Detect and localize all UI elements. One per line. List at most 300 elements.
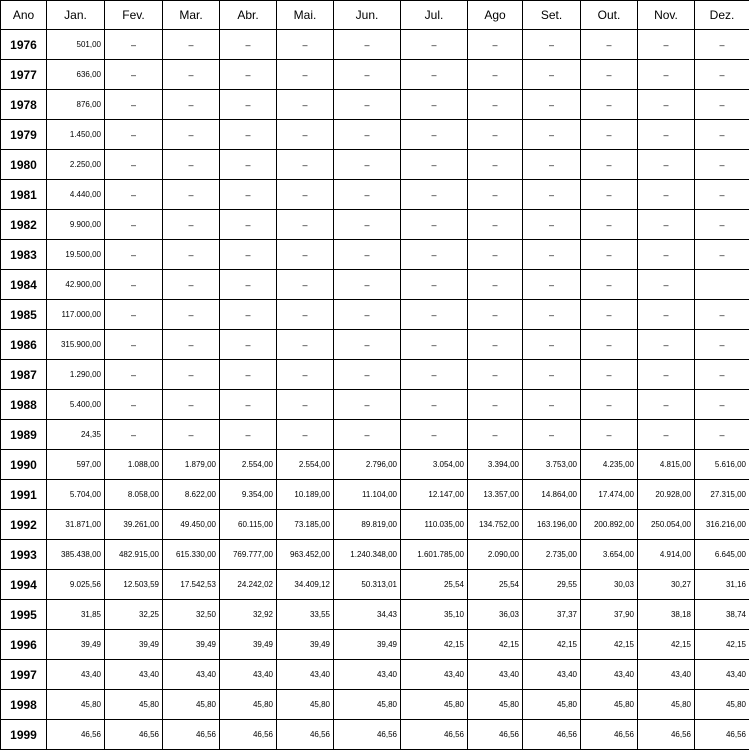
- value-cell: 45,80: [277, 690, 334, 720]
- value-cell: 32,92: [220, 600, 277, 630]
- value-cell: –: [523, 30, 581, 60]
- value-cell: –: [581, 180, 638, 210]
- value-cell: –: [163, 30, 220, 60]
- year-cell: 1987: [1, 360, 47, 390]
- value-cell: –: [334, 30, 401, 60]
- value-cell: –: [638, 390, 695, 420]
- value-cell: –: [695, 150, 749, 180]
- value-cell: 163.196,00: [523, 510, 581, 540]
- value-cell: 769.777,00: [220, 540, 277, 570]
- value-cell: 43,40: [468, 660, 523, 690]
- value-cell: –: [638, 420, 695, 450]
- value-cell: –: [523, 210, 581, 240]
- value-cell: 45,80: [468, 690, 523, 720]
- value-cell: –: [220, 210, 277, 240]
- value-cell: –: [163, 360, 220, 390]
- value-cell: –: [277, 420, 334, 450]
- year-cell: 1999: [1, 720, 47, 750]
- value-cell: 38,74: [695, 600, 749, 630]
- year-cell: 1988: [1, 390, 47, 420]
- value-cell: –: [638, 180, 695, 210]
- header-cell-dez: Dez.: [695, 1, 749, 30]
- value-cell: 482.915,00: [105, 540, 163, 570]
- value-cell: 45,80: [695, 690, 749, 720]
- value-cell: 29,55: [523, 570, 581, 600]
- value-cell: –: [581, 60, 638, 90]
- year-cell: 1998: [1, 690, 47, 720]
- value-cell: –: [277, 30, 334, 60]
- year-cell: 1979: [1, 120, 47, 150]
- value-cell: 12.503,59: [105, 570, 163, 600]
- value-cell: 38,18: [638, 600, 695, 630]
- value-cell: 3.394,00: [468, 450, 523, 480]
- value-cell: –: [220, 60, 277, 90]
- header-cell-jun: Jun.: [334, 1, 401, 30]
- value-cell: 316.216,00: [695, 510, 749, 540]
- value-cell: –: [523, 60, 581, 90]
- value-cell: –: [638, 30, 695, 60]
- value-cell: 2.735,00: [523, 540, 581, 570]
- value-cell: –: [163, 150, 220, 180]
- value-cell: 33,55: [277, 600, 334, 630]
- value-cell: 43,40: [47, 660, 105, 690]
- value-cell: –: [105, 210, 163, 240]
- value-cell: 39,49: [163, 630, 220, 660]
- value-cell: –: [220, 390, 277, 420]
- value-cell: 4.440,00: [47, 180, 105, 210]
- header-cell-jul: Jul.: [401, 1, 468, 30]
- value-cell: 46,56: [401, 720, 468, 750]
- value-cell: 45,80: [334, 690, 401, 720]
- table-row: [1, 60, 749, 90]
- value-cell: –: [277, 90, 334, 120]
- value-cell: –: [468, 60, 523, 90]
- value-cell: –: [468, 210, 523, 240]
- value-cell: 46,56: [220, 720, 277, 750]
- value-cell: 4.235,00: [581, 450, 638, 480]
- value-cell: 117.000,00: [47, 300, 105, 330]
- value-cell: –: [581, 210, 638, 240]
- value-cell: –: [523, 180, 581, 210]
- value-cell: 36,03: [468, 600, 523, 630]
- table-row: [1, 210, 749, 240]
- year-cell: 1997: [1, 660, 47, 690]
- value-cell: –: [277, 390, 334, 420]
- value-cell: 46,56: [695, 720, 749, 750]
- value-cell: 37,90: [581, 600, 638, 630]
- value-cell: –: [105, 60, 163, 90]
- value-cell: –: [163, 390, 220, 420]
- value-cell: –: [581, 150, 638, 180]
- year-cell: 1990: [1, 450, 47, 480]
- value-cell: –: [401, 270, 468, 300]
- value-cell: 1.450,00: [47, 120, 105, 150]
- header-cell-jan: Jan.: [47, 1, 105, 30]
- value-cell: –: [277, 300, 334, 330]
- value-cell: –: [695, 210, 749, 240]
- value-cell: –: [277, 180, 334, 210]
- value-cell: 89.819,00: [334, 510, 401, 540]
- table-row: [1, 120, 749, 150]
- table-row: [1, 330, 749, 360]
- value-cell: 1.290,00: [47, 360, 105, 390]
- year-cell: 1992: [1, 510, 47, 540]
- value-cell: 2.796,00: [334, 450, 401, 480]
- value-cell: 20.928,00: [638, 480, 695, 510]
- table-row: [1, 570, 749, 600]
- value-cell: 25,54: [468, 570, 523, 600]
- table-row: [1, 360, 749, 390]
- year-cell: 1981: [1, 180, 47, 210]
- table-row: [1, 90, 749, 120]
- header-cell-set: Set.: [523, 1, 581, 30]
- value-cell: 315.900,00: [47, 330, 105, 360]
- value-cell: –: [695, 360, 749, 390]
- value-cell: 43,40: [334, 660, 401, 690]
- value-cell: –: [695, 420, 749, 450]
- value-cell: 43,40: [638, 660, 695, 690]
- value-cell: –: [638, 270, 695, 300]
- value-cell: –: [695, 180, 749, 210]
- value-cell: –: [334, 240, 401, 270]
- table-body: [1, 30, 749, 750]
- value-cell: 42,15: [695, 630, 749, 660]
- value-cell: 17.474,00: [581, 480, 638, 510]
- table-row: [1, 420, 749, 450]
- header-cell-nov: Nov.: [638, 1, 695, 30]
- value-cell: 42,15: [468, 630, 523, 660]
- value-cell: –: [220, 300, 277, 330]
- table-row: [1, 510, 749, 540]
- value-cell: 43,40: [401, 660, 468, 690]
- value-cell: –: [468, 330, 523, 360]
- year-cell: 1983: [1, 240, 47, 270]
- value-cell: 27.315,00: [695, 480, 749, 510]
- value-cell: 501,00: [47, 30, 105, 60]
- value-cell: –: [163, 210, 220, 240]
- value-cell: 46,56: [468, 720, 523, 750]
- value-cell: [695, 270, 749, 300]
- table-row: [1, 600, 749, 630]
- table-row: [1, 450, 749, 480]
- value-cell: 34,43: [334, 600, 401, 630]
- value-cell: –: [638, 330, 695, 360]
- value-cell: 46,56: [105, 720, 163, 750]
- value-cell: 46,56: [334, 720, 401, 750]
- header-cell-fev: Fev.: [105, 1, 163, 30]
- value-cell: –: [401, 60, 468, 90]
- value-cell: 4.815,00: [638, 450, 695, 480]
- value-cell: 12.147,00: [401, 480, 468, 510]
- year-cell: 1985: [1, 300, 47, 330]
- value-cell: –: [105, 300, 163, 330]
- year-cell: 1980: [1, 150, 47, 180]
- value-cell: 14.864,00: [523, 480, 581, 510]
- value-cell: –: [334, 420, 401, 450]
- header-cell-mar: Mar.: [163, 1, 220, 30]
- value-cell: –: [401, 330, 468, 360]
- value-cell: 39.261,00: [105, 510, 163, 540]
- value-cell: 42,15: [523, 630, 581, 660]
- value-cell: 43,40: [220, 660, 277, 690]
- value-cell: –: [468, 240, 523, 270]
- value-cell: –: [277, 270, 334, 300]
- value-cell: 31.871,00: [47, 510, 105, 540]
- value-cell: 35,10: [401, 600, 468, 630]
- value-cell: 9.354,00: [220, 480, 277, 510]
- value-cell: –: [334, 270, 401, 300]
- value-cell: –: [277, 60, 334, 90]
- value-cell: –: [105, 360, 163, 390]
- value-cell: –: [401, 210, 468, 240]
- year-cell: 1976: [1, 30, 47, 60]
- value-cell: –: [523, 330, 581, 360]
- value-cell: –: [220, 420, 277, 450]
- value-cell: –: [163, 240, 220, 270]
- value-cell: –: [277, 330, 334, 360]
- value-cell: 46,56: [638, 720, 695, 750]
- value-cell: 9.900,00: [47, 210, 105, 240]
- value-cell: 45,80: [105, 690, 163, 720]
- value-cell: –: [695, 390, 749, 420]
- table-row: [1, 240, 749, 270]
- value-cell: 250.054,00: [638, 510, 695, 540]
- value-cell: –: [105, 330, 163, 360]
- value-cell: 24,35: [47, 420, 105, 450]
- value-cell: –: [401, 420, 468, 450]
- year-cell: 1977: [1, 60, 47, 90]
- value-cell: 385.438,00: [47, 540, 105, 570]
- value-cell: –: [105, 90, 163, 120]
- value-cell: –: [105, 150, 163, 180]
- value-cell: 30,27: [638, 570, 695, 600]
- value-cell: 45,80: [523, 690, 581, 720]
- value-cell: 60.115,00: [220, 510, 277, 540]
- value-cell: –: [105, 180, 163, 210]
- value-cell: 24.242,02: [220, 570, 277, 600]
- value-cell: –: [105, 420, 163, 450]
- value-cell: –: [638, 150, 695, 180]
- value-cell: –: [695, 30, 749, 60]
- value-cell: –: [105, 390, 163, 420]
- table-row: [1, 300, 749, 330]
- value-cell: –: [334, 150, 401, 180]
- value-cell: –: [581, 420, 638, 450]
- value-cell: –: [334, 90, 401, 120]
- value-cell: 10.189,00: [277, 480, 334, 510]
- value-cell: –: [401, 180, 468, 210]
- value-cell: 43,40: [523, 660, 581, 690]
- value-cell: –: [401, 90, 468, 120]
- value-cell: –: [163, 90, 220, 120]
- value-cell: 110.035,00: [401, 510, 468, 540]
- value-cell: –: [468, 30, 523, 60]
- value-cell: –: [581, 300, 638, 330]
- year-cell: 1978: [1, 90, 47, 120]
- value-cell: 3.054,00: [401, 450, 468, 480]
- value-cell: –: [468, 270, 523, 300]
- value-cell: 45,80: [220, 690, 277, 720]
- value-cell: –: [638, 240, 695, 270]
- value-cell: 46,56: [523, 720, 581, 750]
- value-cell: 43,40: [277, 660, 334, 690]
- value-cell: –: [401, 390, 468, 420]
- value-cell: 45,80: [401, 690, 468, 720]
- value-cell: 43,40: [695, 660, 749, 690]
- value-cell: 597,00: [47, 450, 105, 480]
- value-cell: 17.542,53: [163, 570, 220, 600]
- value-cell: –: [581, 330, 638, 360]
- value-cell: 39,49: [105, 630, 163, 660]
- value-cell: –: [695, 330, 749, 360]
- value-cell: –: [220, 330, 277, 360]
- value-cell: 46,56: [581, 720, 638, 750]
- value-cell: 636,00: [47, 60, 105, 90]
- value-cell: 615.330,00: [163, 540, 220, 570]
- value-cell: 30,03: [581, 570, 638, 600]
- value-cell: 1.879,00: [163, 450, 220, 480]
- value-cell: 2.090,00: [468, 540, 523, 570]
- value-cell: –: [581, 120, 638, 150]
- year-cell: 1991: [1, 480, 47, 510]
- header-row: [1, 1, 749, 30]
- value-cell: –: [581, 90, 638, 120]
- value-cell: –: [695, 240, 749, 270]
- year-cell: 1986: [1, 330, 47, 360]
- value-cell: –: [220, 120, 277, 150]
- value-cell: 2.554,00: [277, 450, 334, 480]
- value-cell: 876,00: [47, 90, 105, 120]
- value-cell: 39,49: [47, 630, 105, 660]
- value-cell: 11.104,00: [334, 480, 401, 510]
- header-cell-out: Out.: [581, 1, 638, 30]
- value-cell: 43,40: [105, 660, 163, 690]
- value-cell: –: [334, 360, 401, 390]
- value-cell: 73.185,00: [277, 510, 334, 540]
- value-cell: –: [220, 180, 277, 210]
- value-cell: 43,40: [581, 660, 638, 690]
- value-cell: 42.900,00: [47, 270, 105, 300]
- value-cell: –: [523, 360, 581, 390]
- value-cell: –: [468, 150, 523, 180]
- table-row: [1, 660, 749, 690]
- value-cell: –: [401, 240, 468, 270]
- value-cell: 1.240.348,00: [334, 540, 401, 570]
- table-row: [1, 540, 749, 570]
- value-cell: 42,15: [581, 630, 638, 660]
- value-cell: 39,49: [277, 630, 334, 660]
- header-cell-mai: Mai.: [277, 1, 334, 30]
- value-cell: –: [581, 240, 638, 270]
- value-cell: –: [468, 390, 523, 420]
- value-cell: 39,49: [334, 630, 401, 660]
- table-row: [1, 630, 749, 660]
- value-cell: –: [468, 300, 523, 330]
- value-cell: –: [334, 180, 401, 210]
- value-cell: 1.601.785,00: [401, 540, 468, 570]
- value-cell: –: [638, 90, 695, 120]
- value-cell: 134.752,00: [468, 510, 523, 540]
- value-cell: 8.622,00: [163, 480, 220, 510]
- value-cell: 5.400,00: [47, 390, 105, 420]
- value-cell: –: [220, 270, 277, 300]
- value-cell: 43,40: [163, 660, 220, 690]
- value-cell: –: [523, 390, 581, 420]
- value-cell: –: [695, 300, 749, 330]
- value-cell: –: [581, 360, 638, 390]
- value-cell: 46,56: [47, 720, 105, 750]
- table-row: [1, 270, 749, 300]
- value-cell: –: [523, 120, 581, 150]
- value-cell: –: [523, 300, 581, 330]
- value-cell: –: [468, 180, 523, 210]
- table-row: [1, 30, 749, 60]
- value-cell: –: [334, 120, 401, 150]
- value-cell: –: [163, 180, 220, 210]
- value-cell: –: [468, 90, 523, 120]
- table-row: [1, 480, 749, 510]
- value-cell: –: [695, 90, 749, 120]
- table-row: [1, 180, 749, 210]
- value-cell: –: [220, 360, 277, 390]
- value-cell: –: [401, 120, 468, 150]
- year-cell: 1996: [1, 630, 47, 660]
- value-cell: –: [401, 150, 468, 180]
- value-cell: –: [334, 210, 401, 240]
- value-cell: –: [277, 150, 334, 180]
- value-cell: –: [523, 150, 581, 180]
- value-cell: –: [334, 300, 401, 330]
- value-cell: 3.654,00: [581, 540, 638, 570]
- value-cell: 39,49: [220, 630, 277, 660]
- value-cell: 46,56: [163, 720, 220, 750]
- value-cell: 34.409,12: [277, 570, 334, 600]
- value-cell: 50.313,01: [334, 570, 401, 600]
- value-cell: 2.250,00: [47, 150, 105, 180]
- value-cell: –: [638, 120, 695, 150]
- value-cell: –: [638, 360, 695, 390]
- value-cell: –: [163, 420, 220, 450]
- value-cell: 31,85: [47, 600, 105, 630]
- value-cell: –: [163, 330, 220, 360]
- year-cell: 1989: [1, 420, 47, 450]
- year-cell: 1993: [1, 540, 47, 570]
- table-row: [1, 690, 749, 720]
- value-cell: –: [468, 360, 523, 390]
- year-cell: 1984: [1, 270, 47, 300]
- table-row: [1, 150, 749, 180]
- value-cell: 46,56: [277, 720, 334, 750]
- value-cell: –: [220, 240, 277, 270]
- value-cell: 13.357,00: [468, 480, 523, 510]
- value-cell: –: [277, 210, 334, 240]
- value-cell: –: [581, 390, 638, 420]
- value-cell: –: [581, 270, 638, 300]
- value-cell: –: [638, 300, 695, 330]
- year-cell: 1982: [1, 210, 47, 240]
- value-cell: –: [523, 240, 581, 270]
- value-cell: 37,37: [523, 600, 581, 630]
- table-row: [1, 390, 749, 420]
- value-cell: –: [163, 120, 220, 150]
- value-cell: –: [163, 60, 220, 90]
- value-cell: 6.645,00: [695, 540, 749, 570]
- value-cell: 5.704,00: [47, 480, 105, 510]
- value-cell: 45,80: [163, 690, 220, 720]
- value-cell: –: [163, 270, 220, 300]
- value-cell: 49.450,00: [163, 510, 220, 540]
- value-cell: –: [220, 90, 277, 120]
